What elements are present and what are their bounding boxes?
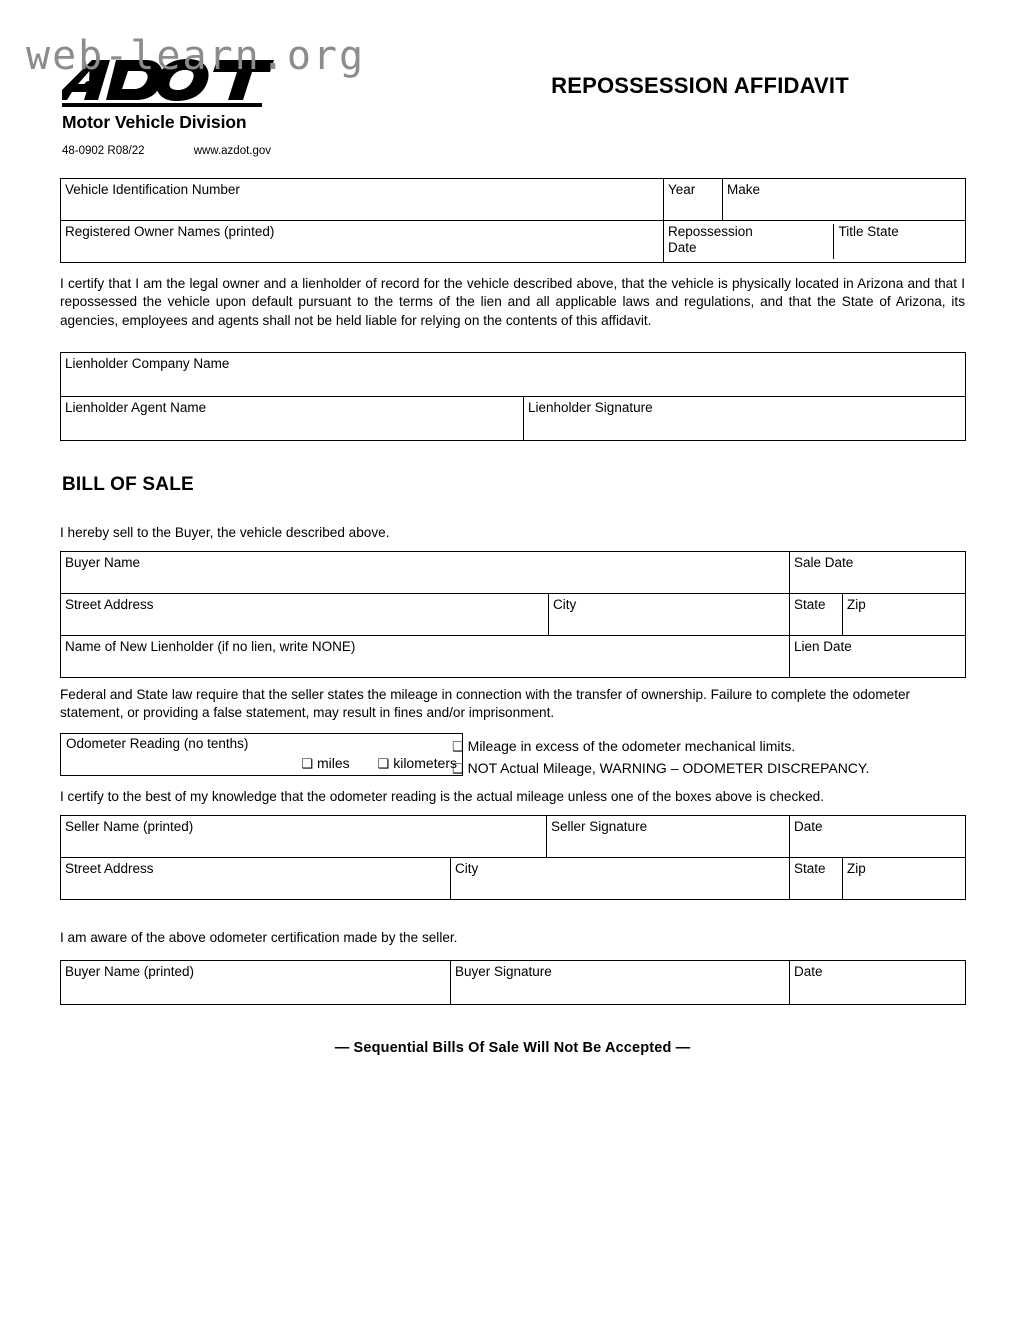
buyer-acknowledgment-text: I am aware of the above odometer certification made by the seller.: [60, 930, 458, 945]
footer-note: — Sequential Bills Of Sale Will Not Be Accepted —: [334, 1040, 691, 1056]
field-buyer-ack-date[interactable]: Date: [790, 961, 966, 1005]
field-title-state[interactable]: Title State: [838, 224, 899, 239]
odometer-reading-box: [60, 733, 463, 776]
odometer-miles-option[interactable]: [301, 755, 349, 772]
checkbox-icon[interactable]: ❑: [452, 761, 464, 777]
field-seller-street-address[interactable]: Street Address: [61, 858, 451, 900]
buyer-info-table: [60, 551, 966, 678]
field-buyer-state[interactable]: State: [790, 594, 843, 636]
field-registered-owner-names[interactable]: Registered Owner Names (printed): [61, 221, 664, 263]
option-not-actual-mileage-label: NOT Actual Mileage, WARNING – ODOMETER DISCREPANCY.: [467, 759, 870, 776]
field-seller-date[interactable]: Date: [790, 816, 966, 858]
page-title: REPOSSESSION AFFIDAVIT: [551, 73, 849, 98]
field-lienholder-company-name[interactable]: Lienholder Company Name: [61, 353, 966, 397]
field-seller-zip[interactable]: Zip: [843, 858, 966, 900]
odometer-discrepancy-options: [452, 736, 869, 780]
option-excess-limits-label: Mileage in excess of the odometer mechanical limits.: [467, 738, 796, 754]
field-lienholder-agent-name[interactable]: Lienholder Agent Name: [61, 397, 524, 441]
form-number: 48-0902 R08/22: [62, 145, 145, 157]
option-not-actual-mileage[interactable]: [452, 758, 869, 780]
watermark-text: web-learn.org: [26, 33, 366, 79]
field-new-lienholder-name[interactable]: Name of New Lienholder (if no lien, write NONE): [61, 636, 790, 678]
seller-odometer-certification: I certify to the best of my knowledge that the odometer reading is the actual mileage unless one of the boxes above is checked.: [60, 789, 824, 804]
field-seller-city[interactable]: City: [451, 858, 790, 900]
cell-divider: [833, 224, 834, 259]
table-row: [61, 594, 966, 636]
table-row: [61, 636, 966, 678]
table-row: [61, 961, 966, 1005]
field-sale-date[interactable]: Sale Date: [790, 552, 966, 594]
field-seller-state[interactable]: State: [790, 858, 843, 900]
option-excess-limits[interactable]: [452, 736, 869, 758]
table-row: [61, 816, 966, 858]
field-vin[interactable]: Vehicle Identification Number: [61, 179, 664, 221]
buyer-acknowledgment-table: [60, 960, 966, 1005]
seller-info-table: [60, 815, 966, 900]
form-meta: [62, 145, 271, 157]
odometer-miles-label: miles: [316, 755, 350, 771]
lienholder-table: [60, 352, 966, 441]
table-row: [61, 221, 966, 263]
vehicle-info-table: [60, 178, 966, 263]
division-name: Motor Vehicle Division: [62, 112, 247, 132]
field-year[interactable]: Year: [664, 179, 723, 221]
field-seller-name[interactable]: Seller Name (printed): [61, 816, 547, 858]
checkbox-icon[interactable]: ❑: [452, 740, 464, 755]
checkbox-icon[interactable]: ❑: [301, 757, 313, 772]
table-row: [61, 397, 966, 441]
table-row: [61, 552, 966, 594]
document-header: [0, 0, 1025, 172]
odometer-kilometers-option[interactable]: [378, 755, 457, 772]
federal-mileage-notice: Federal and State law require that the seller states the mileage in connection with the transfer of ownership. Failure to complete the odometer statement, or providing a false statement, may result in fines and/or imprisonment.: [60, 687, 911, 721]
odometer-unit-options: [277, 755, 457, 772]
field-buyer-ack-signature[interactable]: Buyer Signature: [451, 961, 790, 1005]
bill-of-sale-intro: I hereby sell to the Buyer, the vehicle described above.: [60, 525, 390, 540]
affidavit-certification-text: I certify that I am the legal owner and a lienholder of record for the vehicle described above, that the vehicle is physically located in Arizona and that I repossessed the vehicle upon default pursuant to the terms of the lien and all applicable laws and regulations, and that the State of Arizona, its agencies, employees and agents shall not be held liable for relying on the contents of this affidavit.: [60, 276, 965, 328]
field-make[interactable]: Make: [723, 179, 966, 221]
field-title-state-cell: [723, 221, 966, 263]
field-buyer-name[interactable]: Buyer Name: [61, 552, 790, 594]
field-lien-date[interactable]: Lien Date: [790, 636, 966, 678]
odometer-kilometers-label: kilometers: [393, 755, 457, 771]
agency-website: www.azdot.gov: [193, 145, 272, 157]
table-row: [61, 858, 966, 900]
field-buyer-ack-name[interactable]: Buyer Name (printed): [61, 961, 451, 1005]
field-seller-signature[interactable]: Seller Signature: [547, 816, 790, 858]
logo-underline: [62, 103, 262, 107]
checkbox-icon[interactable]: ❑: [377, 757, 390, 772]
odometer-reading-label: Odometer Reading (no tenths): [66, 736, 249, 751]
table-row: [61, 179, 966, 221]
field-lienholder-signature[interactable]: Lienholder Signature: [524, 397, 966, 441]
table-row: [61, 353, 966, 397]
field-buyer-zip[interactable]: Zip: [843, 594, 966, 636]
field-buyer-city[interactable]: City: [549, 594, 790, 636]
field-repossession-date[interactable]: Repossession Date: [664, 221, 723, 263]
bill-of-sale-heading: BILL OF SALE: [62, 474, 194, 495]
field-buyer-street-address[interactable]: Street Address: [61, 594, 549, 636]
